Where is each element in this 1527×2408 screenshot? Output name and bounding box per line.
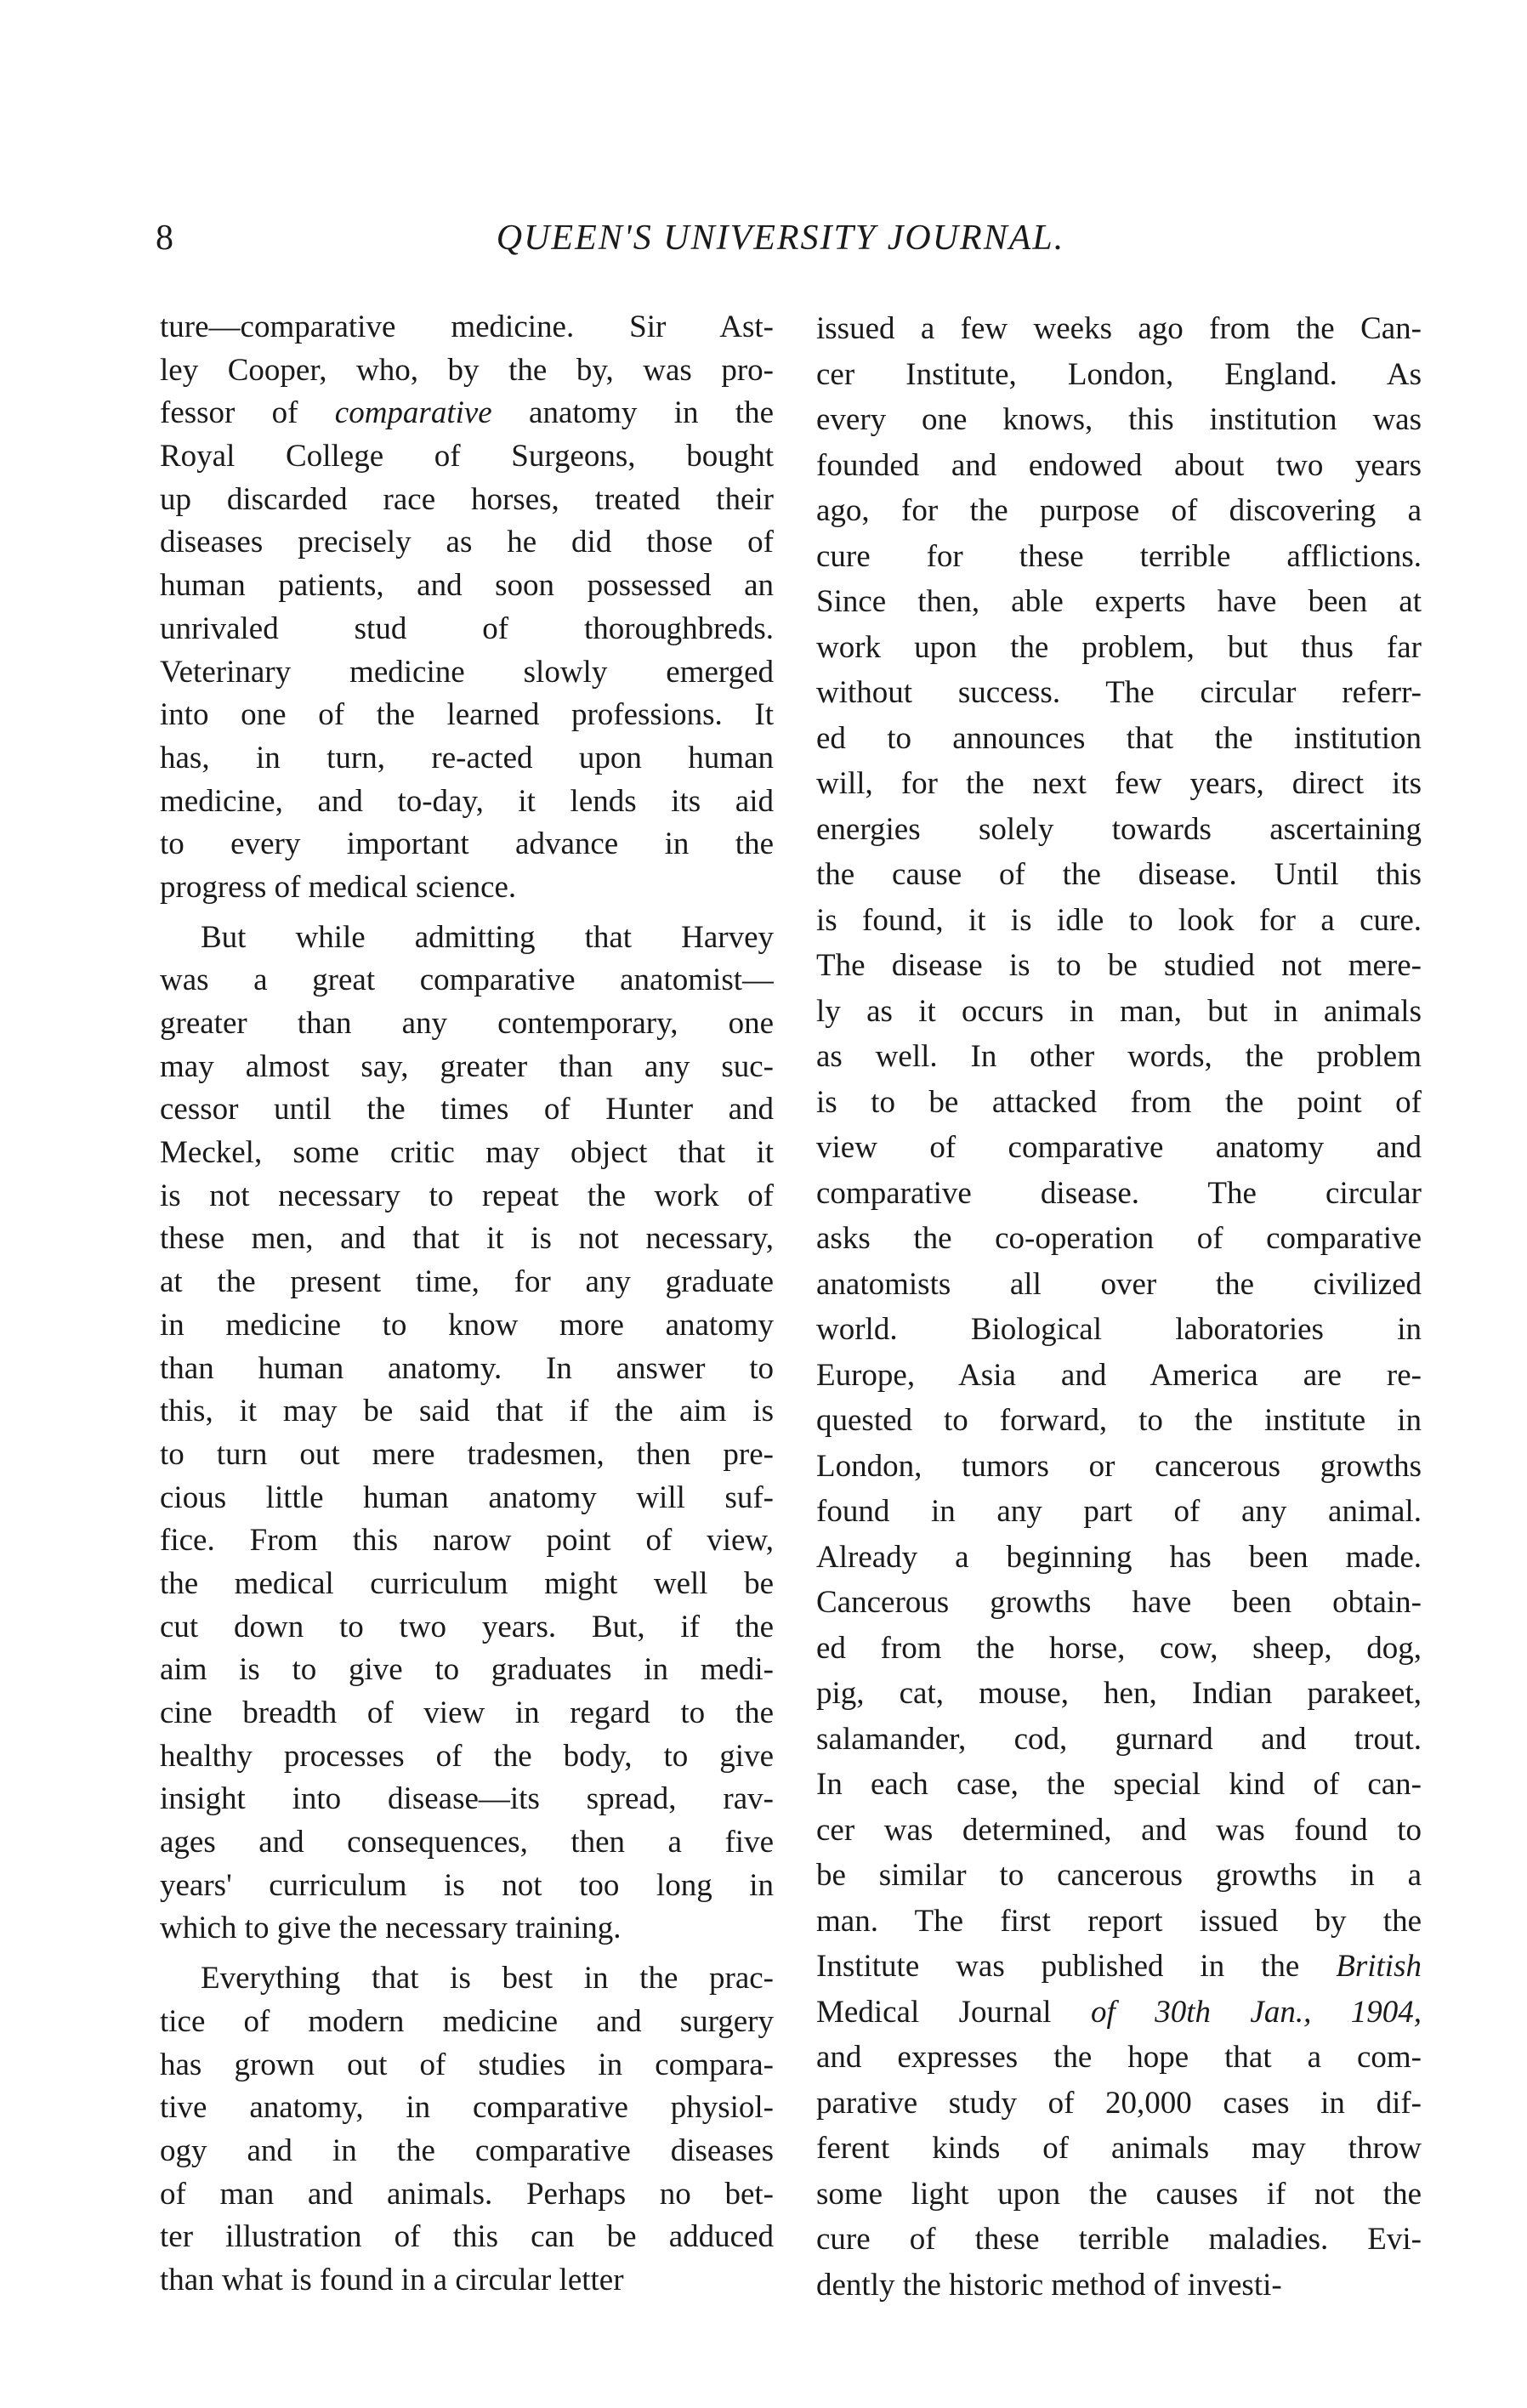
text-line: will, for the next few years, direct its bbox=[816, 766, 1422, 801]
text-line: ago, for the purpose of discovering a bbox=[816, 493, 1422, 528]
text-line: in medicine to know more anatomy bbox=[160, 1307, 774, 1343]
text-line: into one of the learned professions. It bbox=[160, 697, 774, 733]
left-column bbox=[160, 306, 774, 2303]
text-line: healthy processes of the body, to give bbox=[160, 1738, 774, 1774]
text-line: fice. From this narow point of view, bbox=[160, 1523, 774, 1559]
text-line: of man and animals. Perhaps no bet- bbox=[160, 2176, 774, 2212]
text-line: ages and consequences, then a five bbox=[160, 1825, 774, 1860]
text-line: Already a beginning has been made. bbox=[816, 1539, 1422, 1575]
text-line: Royal College of Surgeons, bought bbox=[160, 439, 774, 474]
text-line: quested to forward, to the institute in bbox=[816, 1403, 1422, 1438]
text-line: pig, cat, mouse, hen, Indian parakeet, bbox=[816, 1676, 1422, 1711]
text-line: is to be attacked from the point of bbox=[816, 1084, 1422, 1120]
text-line: may almost say, greater than any suc- bbox=[160, 1048, 774, 1084]
text-line: Since then, able experts have been at bbox=[816, 584, 1422, 619]
text-line: founded and endowed about two years bbox=[816, 447, 1422, 483]
text-line: years' curriculum is not too long in bbox=[160, 1867, 774, 1903]
page-header bbox=[0, 213, 1527, 264]
text-line: cer was determined, and was found to bbox=[816, 1812, 1422, 1848]
text-line: comparative disease. The circular bbox=[816, 1175, 1422, 1211]
running-title: QUEEN'S UNIVERSITY JOURNAL. bbox=[496, 219, 1065, 258]
text-line: Cancerous growths have been obtain- bbox=[816, 1585, 1422, 1620]
text-line: parative study of 20,000 cases in dif- bbox=[816, 2085, 1422, 2121]
page-number: 8 bbox=[156, 219, 173, 258]
text-line: ferent kinds of animals may throw bbox=[816, 2131, 1422, 2166]
text-line: progress of medical science. bbox=[160, 869, 517, 905]
text-line: has, in turn, re-acted upon human bbox=[160, 740, 774, 775]
paragraph bbox=[160, 917, 774, 1951]
text-line: issued a few weeks ago from the Can- bbox=[816, 311, 1422, 346]
text-line: Veterinary medicine slowly emerged bbox=[160, 654, 774, 690]
paragraph bbox=[160, 306, 774, 910]
text-line: medicine, and to-day, it lends its aid bbox=[160, 783, 774, 819]
text-line: ly as it occurs in man, but in animals bbox=[816, 993, 1422, 1029]
text-line: diseases precisely as he did those of bbox=[160, 525, 774, 560]
text-line: man. The first report issued by the bbox=[816, 1903, 1422, 1939]
text-line: view of comparative anatomy and bbox=[816, 1130, 1422, 1165]
text-line: ley Cooper, who, by the by, was pro- bbox=[160, 352, 774, 388]
text-line: cessor until the times of Hunter and bbox=[160, 1092, 774, 1127]
text-line: world. Biological laboratories in bbox=[816, 1312, 1422, 1347]
text-line: ogy and in the comparative diseases bbox=[160, 2133, 774, 2168]
text-line: tice of modern medicine and surgery bbox=[160, 2003, 774, 2039]
text-line: cine breadth of view in regard to the bbox=[160, 1695, 774, 1730]
text-line: the cause of the disease. Until this bbox=[816, 857, 1422, 892]
text-line: But while admitting that Harvey bbox=[201, 919, 774, 955]
text-line: cure of these terrible maladies. Evi- bbox=[816, 2222, 1422, 2257]
paragraph bbox=[816, 306, 1422, 2308]
text-line: Institute was published in the British bbox=[816, 1949, 1422, 1984]
text-line: In each case, the special kind of can- bbox=[816, 1767, 1422, 1802]
text-line: was a great comparative anatomist— bbox=[160, 963, 774, 998]
text-line: anatomists all over the civilized bbox=[816, 1266, 1422, 1302]
text-line: Meckel, some critic may object that it bbox=[160, 1135, 774, 1171]
text-line: than human anatomy. In answer to bbox=[160, 1350, 774, 1386]
text-line: cut down to two years. But, if the bbox=[160, 1609, 774, 1644]
text-line: without success. The circular referr- bbox=[816, 675, 1422, 710]
text-line: found in any part of any animal. bbox=[816, 1494, 1422, 1529]
text-line: asks the co-operation of comparative bbox=[816, 1221, 1422, 1256]
text-line: London, tumors or cancerous growths bbox=[816, 1448, 1422, 1484]
text-line: fessor of comparative anatomy in the bbox=[160, 395, 774, 431]
text-line: aim is to give to graduates in medi- bbox=[160, 1652, 774, 1688]
text-line: has grown out of studies in compara- bbox=[160, 2047, 774, 2082]
text-line: is found, it is idle to look for a cure. bbox=[816, 902, 1422, 938]
text-line: these men, and that it is not necessary, bbox=[160, 1221, 774, 1257]
text-line: the medical curriculum might well be bbox=[160, 1565, 774, 1601]
text-line: is not necessary to repeat the work of bbox=[160, 1178, 774, 1213]
text-line: energies solely towards ascertaining bbox=[816, 811, 1422, 847]
text-line: Medical Journal of 30th Jan., 1904, bbox=[816, 1994, 1422, 2030]
text-line: be similar to cancerous growths in a bbox=[816, 1858, 1422, 1893]
text-line: greater than any contemporary, one bbox=[160, 1006, 774, 1041]
text-line: tive anatomy, in comparative physiol- bbox=[160, 2090, 774, 2126]
text-line: cer Institute, London, England. As bbox=[816, 356, 1422, 392]
text-line: this, it may be said that if the aim is bbox=[160, 1394, 774, 1429]
text-line: ed to announces that the institution bbox=[816, 720, 1422, 756]
text-line: cure for these terrible afflictions. bbox=[816, 538, 1422, 574]
text-line: cious little human anatomy will suf- bbox=[160, 1479, 774, 1515]
text-line: up discarded race horses, treated their bbox=[160, 481, 774, 517]
text-line: which to give the necessary training. bbox=[160, 1911, 622, 1946]
text-line: The disease is to be studied not mere- bbox=[816, 948, 1422, 983]
text-line: and expresses the hope that a com- bbox=[816, 2040, 1422, 2075]
text-line: Europe, Asia and America are re- bbox=[816, 1357, 1422, 1393]
text-line: unrivaled stud of thoroughbreds. bbox=[160, 611, 774, 646]
text-line: Everything that is best in the prac- bbox=[201, 1961, 774, 1996]
text-line: some light upon the causes if not the bbox=[816, 2176, 1422, 2212]
text-line: ed from the horse, cow, sheep, dog, bbox=[816, 1630, 1422, 1666]
text-line: dently the historic method of investi- bbox=[816, 2267, 1282, 2303]
paragraph bbox=[160, 1957, 774, 2303]
text-line: at the present time, for any graduate bbox=[160, 1264, 774, 1300]
right-column bbox=[816, 306, 1422, 2308]
text-line: insight into disease—its spread, rav- bbox=[160, 1781, 774, 1817]
text-line: human patients, and soon possessed an bbox=[160, 568, 774, 604]
text-line: every one knows, this institution was bbox=[816, 402, 1422, 437]
text-line: to every important advance in the bbox=[160, 826, 774, 862]
text-line: salamander, cod, gurnard and trout. bbox=[816, 1721, 1422, 1757]
text-line: as well. In other words, the problem bbox=[816, 1039, 1422, 1074]
text-line: to turn out mere tradesmen, then pre- bbox=[160, 1436, 774, 1472]
text-line: work upon the problem, but thus far bbox=[816, 629, 1422, 665]
text-line: ter illustration of this can be adduced bbox=[160, 2219, 774, 2255]
text-line: than what is found in a circular letter bbox=[160, 2262, 624, 2297]
text-line: ture—comparative medicine. Sir Ast- bbox=[160, 310, 774, 344]
